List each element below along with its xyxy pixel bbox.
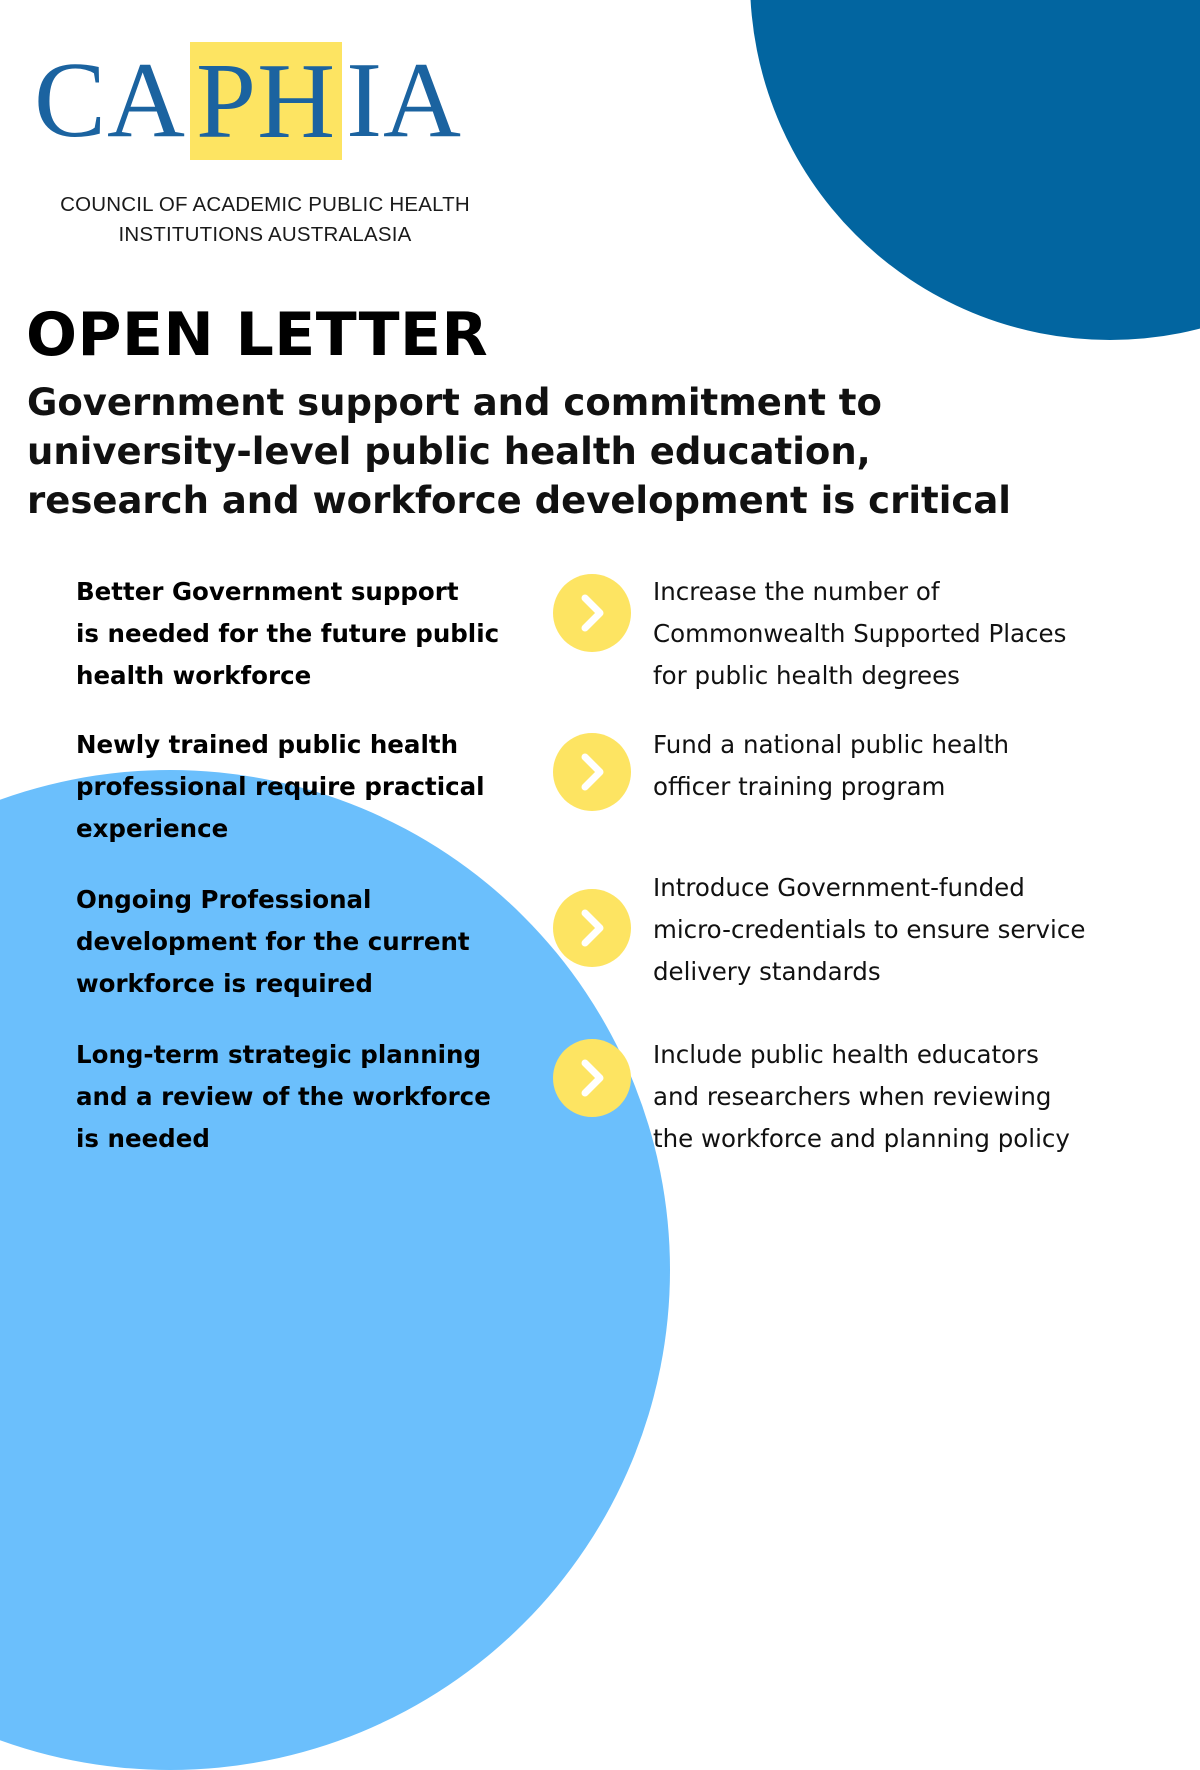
organization-name: [0, 190, 530, 250]
problem-statement: [76, 1034, 546, 1160]
problem-line: Ongoing Professional: [76, 885, 372, 914]
action-statement: [653, 724, 1173, 808]
problem-line: health workforce: [76, 661, 312, 690]
action-statement: [653, 1034, 1173, 1160]
list-item: [0, 873, 1200, 1019]
logo-text-ca: CA: [34, 41, 187, 160]
page-subheading: [27, 378, 1177, 525]
action-statement: [653, 571, 1173, 697]
organization-name-line: INSTITUTIONS AUSTRALASIA: [118, 223, 412, 246]
chevron-right-icon: [553, 574, 631, 652]
problem-statement: [76, 724, 546, 850]
problem-line: experience: [76, 814, 229, 843]
logo-text-ph-highlight: PH: [190, 42, 342, 160]
problem-line: workforce is required: [76, 969, 373, 998]
subheading-line: university-level public health education,: [27, 430, 871, 473]
chevron-right-icon: [553, 889, 631, 967]
problem-line: Better Government support: [76, 577, 459, 606]
caphia-logo: [34, 40, 462, 162]
action-line: Include public health educators: [653, 1040, 1039, 1069]
action-line: officer training program: [653, 772, 946, 801]
action-line: Introduce Government-funded: [653, 873, 1025, 902]
page-title: OPEN LETTER: [26, 300, 489, 370]
list-item: [0, 571, 1200, 711]
action-line: Commonwealth Supported Places: [653, 619, 1067, 648]
problem-statement: [76, 571, 546, 697]
problem-line: and a review of the workforce: [76, 1082, 491, 1111]
action-line: for public health degrees: [653, 661, 960, 690]
decorative-circle-dark-blue: [750, 0, 1200, 340]
list-item: [0, 724, 1200, 864]
list-item: [0, 1034, 1200, 1174]
problem-statement: [76, 879, 546, 1005]
action-line: delivery standards: [653, 957, 881, 986]
action-line: Increase the number of: [653, 577, 940, 606]
problem-line: is needed for the future public: [76, 619, 500, 648]
chevron-right-icon: [553, 733, 631, 811]
action-line: and researchers when reviewing: [653, 1082, 1052, 1111]
chevron-right-icon: [553, 1039, 631, 1117]
action-statement: [653, 867, 1173, 993]
problem-line: Newly trained public health: [76, 730, 459, 759]
action-line: Fund a national public health: [653, 730, 1010, 759]
subheading-line: Government support and commitment to: [27, 381, 882, 424]
organization-name-line: COUNCIL OF ACADEMIC PUBLIC HEALTH: [60, 193, 470, 216]
action-line: the workforce and planning policy: [653, 1124, 1070, 1153]
problem-line: development for the current: [76, 927, 470, 956]
problem-line: is needed: [76, 1124, 210, 1153]
logo-text-ia: IA: [346, 41, 463, 160]
problem-line: Long-term strategic planning: [76, 1040, 482, 1069]
problem-line: professional require practical: [76, 772, 485, 801]
subheading-line: research and workforce development is critical: [27, 479, 1011, 522]
action-line: micro-credentials to ensure service: [653, 915, 1086, 944]
